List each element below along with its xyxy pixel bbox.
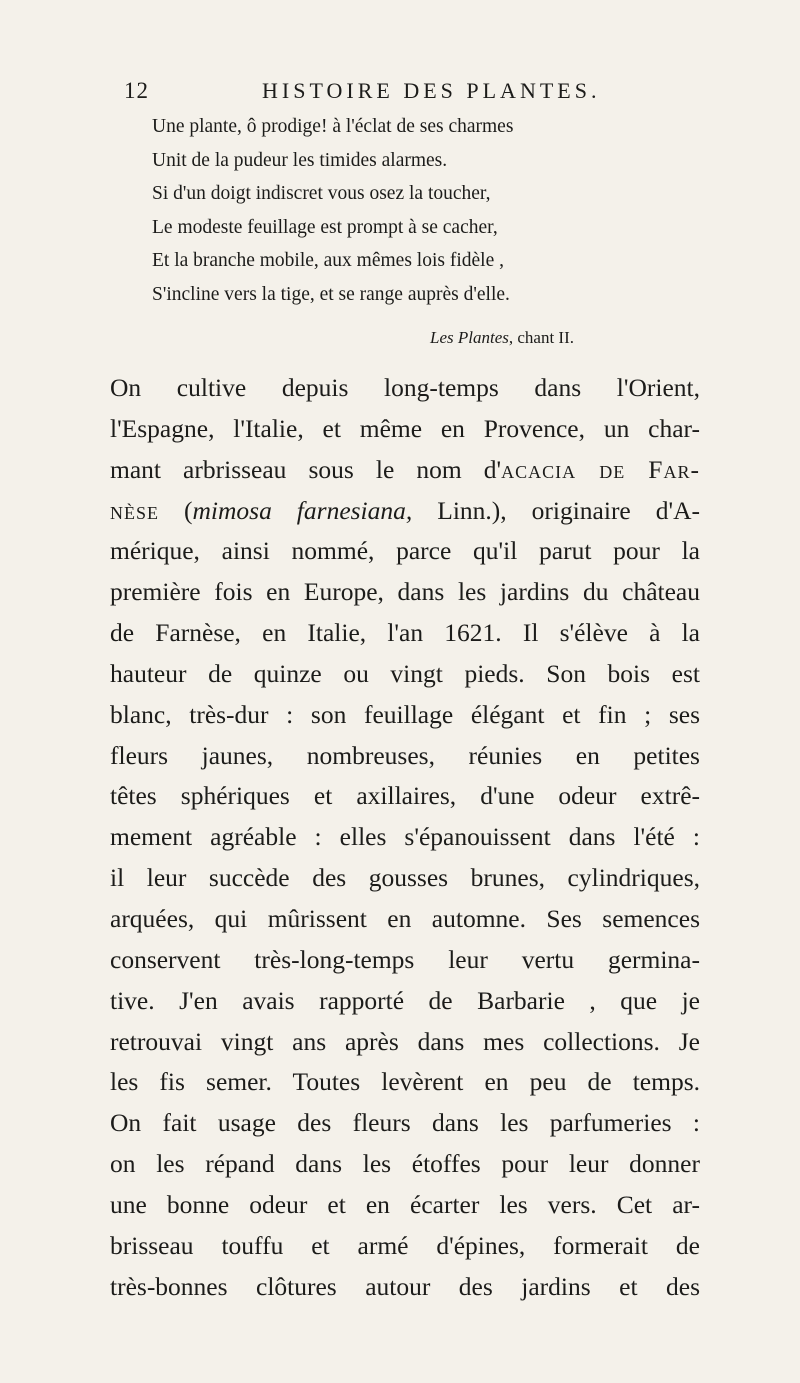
poem-line: Unit de la pudeur les timides alarmes.	[152, 149, 448, 171]
body-line: très-bonnes clôtures autour des jardins et des	[110, 1271, 700, 1301]
latin-name: mimosa farnesiana,	[192, 495, 413, 525]
small-caps-term: acacia de Far-	[501, 454, 700, 484]
body-line-part: Linn.), originaire d'A-	[412, 495, 700, 525]
small-caps-term: nèse	[110, 495, 159, 525]
body-line: l'Espagne, l'Italie, et même en Provence, un char-	[110, 413, 700, 443]
epigraph-poem	[152, 110, 712, 311]
body-line: brisseau touffu et armé d'épines, formerait de	[110, 1230, 700, 1260]
body-line: mérique, ainsi nommé, parce qu'il parut pour la	[110, 536, 700, 566]
body-line	[110, 450, 700, 491]
body-line: une bonne odeur et en écarter les vers. Cet ar-	[110, 1189, 700, 1219]
body-paragraph	[110, 368, 700, 1307]
body-line: tive. J'en avais rapporté de Barbarie , que je	[110, 985, 700, 1015]
body-line: de Farnèse, en Italie, l'an 1621. Il s'élève à la	[110, 618, 700, 648]
running-title: HISTOIRE DES PLANTES.	[262, 78, 601, 103]
body-line: retrouvai vingt ans après dans mes collections. Je	[110, 1026, 700, 1056]
body-line: on les répand dans les étoffes pour leur donner	[110, 1149, 700, 1179]
body-line: conservent très-long-temps leur vertu germina-	[110, 944, 700, 974]
body-line: les fis semer. Toutes levèrent en peu de temps.	[110, 1067, 700, 1097]
page-number: 12	[124, 78, 149, 103]
body-line: hauteur de quinze ou vingt pieds. Son bois est	[110, 658, 700, 688]
page-header	[110, 72, 700, 112]
poem-line: Une plante, ô prodige! à l'éclat de ses charmes	[152, 116, 514, 137]
body-line: arquées, qui mûrissent en automne. Ses semences	[110, 903, 700, 933]
body-line: mement agréable : elles s'épanouissent dans l'été :	[110, 822, 700, 852]
body-line-part: (	[159, 495, 193, 525]
body-line: On cultive depuis long-temps dans l'Orient,	[110, 373, 700, 402]
body-line: têtes sphériques et axillaires, d'une odeur extrê-	[110, 781, 700, 811]
body-line: blanc, très-dur : son feuillage élégant et fin ; ses	[110, 699, 700, 729]
body-line: fleurs jaunes, nombreuses, réunies en petites	[110, 740, 700, 770]
poem-line: Le modeste feuillage est prompt à se cacher,	[152, 216, 498, 238]
attribution-rest: , chant II.	[508, 328, 574, 347]
body-line	[110, 491, 700, 532]
attribution-work-title: Les Plantes	[430, 328, 509, 347]
body-line: première fois en Europe, dans les jardins du château	[110, 577, 700, 607]
poem-line: S'incline vers la tige, et se range auprès d'elle.	[152, 283, 510, 305]
body-line-part: mant arbrisseau sous le nom d'	[110, 454, 502, 484]
poem-line: Si d'un doigt indiscret vous osez la toucher,	[152, 183, 491, 204]
body-line: On fait usage des fleurs dans les parfumeries :	[110, 1108, 700, 1138]
poem-line: Et la branche mobile, aux mêmes lois fidèle ,	[152, 250, 504, 271]
poem-attribution	[430, 328, 574, 348]
body-line: il leur succède des gousses brunes, cylindriques,	[110, 863, 700, 893]
